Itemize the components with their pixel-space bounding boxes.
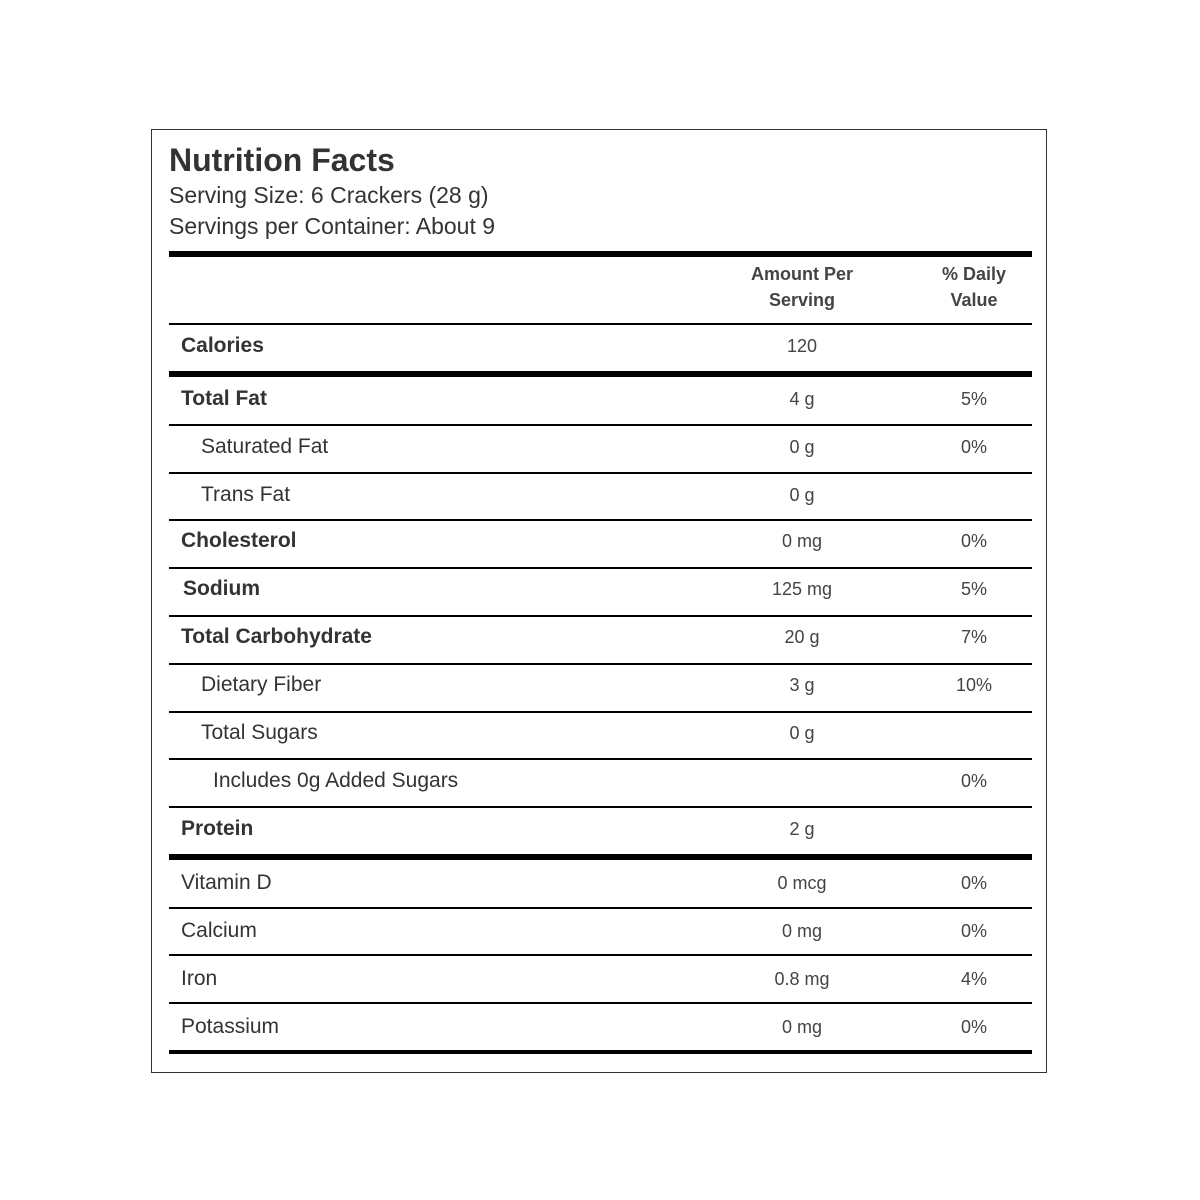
row-divider xyxy=(169,711,1032,713)
daily-value-header: % Daily Value xyxy=(941,264,1007,310)
nutrient-name: Iron xyxy=(181,967,218,990)
nutrient-name: Potassium xyxy=(181,1015,280,1038)
amount-per-serving-header: Amount Per Serving xyxy=(750,264,853,310)
nutrient-daily-value: 0% xyxy=(960,873,987,893)
nutrient-amount: 20 g xyxy=(784,627,820,647)
nutrient-amount: 3 g xyxy=(789,675,815,695)
nutrient-amount: 0 mg xyxy=(781,921,823,941)
row-divider xyxy=(169,758,1032,760)
nutrient-daily-value: 0% xyxy=(960,531,987,551)
row-divider xyxy=(169,519,1032,521)
nutrient-amount: 0 mcg xyxy=(777,873,827,893)
label-title: Nutrition Facts xyxy=(169,142,395,178)
nutrient-daily-value: 4% xyxy=(960,969,987,989)
nutrient-name: Saturated Fat xyxy=(201,435,329,458)
row-divider xyxy=(169,1002,1032,1004)
thick-divider-vitamins xyxy=(169,854,1032,860)
nutrient-daily-value: 7% xyxy=(960,627,987,647)
nutrient-name: Calories xyxy=(181,334,264,357)
nutrient-name: Includes 0g Added Sugars xyxy=(213,769,459,792)
row-divider xyxy=(169,615,1032,617)
nutrient-daily-value: 5% xyxy=(960,579,987,599)
nutrient-amount: 0 g xyxy=(789,723,815,743)
nutrient-amount: 0 mg xyxy=(781,531,823,551)
nutrient-daily-value: 0% xyxy=(960,921,987,941)
nutrient-daily-value: 0% xyxy=(960,1017,987,1037)
nutrient-name: Vitamin D xyxy=(181,871,272,894)
serving-size: Serving Size: 6 Crackers (28 g) xyxy=(169,182,489,208)
row-divider xyxy=(169,567,1032,569)
nutrient-name: Total Fat xyxy=(181,387,267,410)
nutrient-name: Trans Fat xyxy=(201,483,291,506)
row-divider xyxy=(169,806,1032,808)
nutrient-amount: 120 xyxy=(786,336,818,356)
nutrient-amount: 0 mg xyxy=(781,1017,823,1037)
nutrient-daily-value: 10% xyxy=(955,675,993,695)
thick-divider-bottom xyxy=(169,1050,1032,1054)
nutrient-name: Cholesterol xyxy=(181,529,297,552)
row-divider xyxy=(169,663,1032,665)
nutrient-amount: 0 g xyxy=(789,485,815,505)
nutrient-amount: 125 mg xyxy=(771,579,833,599)
nutrient-daily-value: 0% xyxy=(960,437,987,457)
nutrient-name: Protein xyxy=(181,817,254,840)
nutrient-name: Sodium xyxy=(183,577,260,600)
nutrient-amount: 2 g xyxy=(789,819,815,839)
row-divider xyxy=(169,424,1032,426)
row-divider xyxy=(169,907,1032,909)
nutrient-name: Total Sugars xyxy=(201,721,318,744)
servings-per-container: Servings per Container: About 9 xyxy=(169,213,496,239)
nutrient-amount: 0.8 mg xyxy=(774,969,830,989)
header-divider xyxy=(169,323,1032,325)
nutrient-name: Dietary Fiber xyxy=(201,673,322,696)
nutrient-amount: 4 g xyxy=(789,389,815,409)
nutrient-amount: 0 g xyxy=(789,437,815,457)
thick-divider-top xyxy=(169,251,1032,257)
thick-divider-calories xyxy=(169,371,1032,377)
nutrient-daily-value: 0% xyxy=(960,771,987,791)
row-divider xyxy=(169,954,1032,956)
nutrient-name: Total Carbohydrate xyxy=(181,625,372,648)
nutrient-name: Calcium xyxy=(181,919,257,942)
nutrition-facts-panel xyxy=(151,129,1047,1073)
nutrient-daily-value: 5% xyxy=(960,389,987,409)
row-divider xyxy=(169,472,1032,474)
